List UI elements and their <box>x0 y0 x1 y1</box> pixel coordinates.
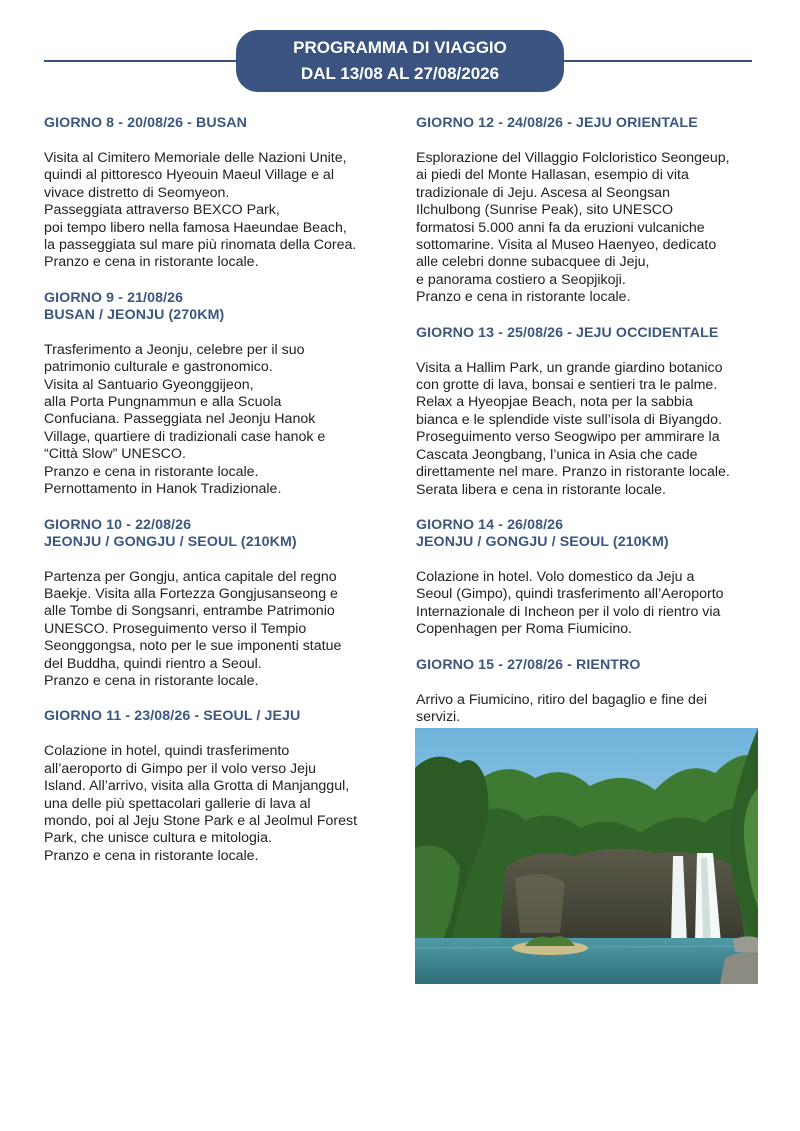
day-heading-line: GIORNO 11 - 23/08/26 - SEOUL / JEJU <box>44 708 301 725</box>
description-line: Relax a Hyeopjae Beach, nota per la sabbia <box>416 394 693 411</box>
description-line: Visita al Cimitero Memoriale delle Nazioni Unite, <box>44 150 347 166</box>
day-heading-line: JEONJU / GONGJU / SEOUL (210KM) <box>44 533 297 550</box>
description-line: la passeggiata sul mare più rinomata della Corea. <box>44 237 357 254</box>
day-description <box>416 360 761 499</box>
description-line: alle Tombe di Songsanri, entrambe Patrimonio <box>44 603 335 620</box>
description-line: e panorama costiero a Seopjikoji. <box>416 271 626 288</box>
day-heading-line: GIORNO 9 - 21/08/26 <box>44 289 184 306</box>
day-description <box>416 150 761 307</box>
description-line: Trasferimento a Jeonju, celebre per il suo <box>44 341 305 358</box>
day-heading-line: JEONJU / GONGJU / SEOUL (210KM) <box>416 533 669 550</box>
description-line: direttamente nel mare. Pranzo in ristorante locale. <box>416 464 730 481</box>
description-line: Serata libera e cena in ristorante locale. <box>416 481 666 498</box>
description-line: “Città Slow” UNESCO. <box>44 446 186 463</box>
description-line: quindi al pittoresco Hyeouin Maeul Village e al <box>44 167 334 184</box>
description-line: Pernottamento in Hanok Tradizionale. <box>44 481 282 498</box>
day-description <box>416 569 761 639</box>
day-heading-line: GIORNO 12 - 24/08/26 - JEJU ORIENTALE <box>416 115 698 131</box>
day-heading-line: GIORNO 13 - 25/08/26 - JEJU OCCIDENTALE <box>416 324 719 341</box>
header-dates: DAL 13/08 AL 27/08/2026 <box>300 64 500 83</box>
description-line: patrimonio culturale e gastronomico. <box>44 359 273 376</box>
day-description <box>44 569 389 691</box>
description-line: bianca e le splendide viste sull’isola di Biyangdo. <box>416 411 723 428</box>
description-line: Arrivo a Fiumicino, ritiro del bagaglio e fine dei <box>416 691 707 708</box>
description-line: Copenhagen per Roma Fiumicino. <box>416 621 633 638</box>
description-line: Island. All’arrivo, visita alla Grotta di Manjanggul, <box>44 778 350 795</box>
day-description <box>44 743 389 865</box>
description-line: tradizionale di Jeju. Ascesa al Seongsan <box>416 184 670 201</box>
itinerary-day <box>416 517 761 639</box>
description-line: con grotte di lava, bonsai e sentieri tra le palme. <box>416 377 718 394</box>
description-line: Village, quartiere di tradizionali case hanok e <box>44 428 326 445</box>
description-line: Internazionale di Incheon per il volo di rientro via <box>416 603 721 620</box>
day-heading <box>44 708 389 725</box>
day-heading <box>44 290 389 324</box>
description-line: mondo, poi al Jeju Stone Park e al Jeolmul Forest <box>44 812 358 829</box>
description-line: del Buddha, quindi rientro a Seoul. <box>44 655 262 672</box>
description-line: vivace distretto di Seomyeon. <box>44 184 230 201</box>
right-column <box>416 115 761 744</box>
description-line: all’aeroporto di Gimpo per il volo verso Jeju <box>44 760 317 777</box>
description-line: una delle più spettacolari gallerie di lava al <box>44 795 311 812</box>
day-heading-line: GIORNO 15 - 27/08/26 - RIENTRO <box>416 656 641 673</box>
day-description <box>44 342 389 499</box>
description-line: Pranzo e cena in ristorante locale. <box>416 289 631 306</box>
description-line: Partenza per Gongju, antica capitale del regno <box>44 568 337 585</box>
itinerary-day <box>44 115 389 272</box>
description-line: Pranzo e cena in ristorante locale. <box>44 463 259 480</box>
description-line: Esplorazione del Villaggio Folcloristico Seongeup, <box>416 150 730 166</box>
day-heading-line: GIORNO 14 - 26/08/26 <box>416 516 564 533</box>
itinerary-day <box>416 115 761 307</box>
itinerary-day <box>44 708 389 865</box>
description-line: Ilchulbong (Sunrise Peak), sito UNESCO <box>416 202 674 219</box>
description-line: Seoul (Gimpo), quindi trasferimento all’Aeroporto <box>416 586 724 603</box>
waterfall-photo <box>415 728 758 984</box>
description-line: formatosi 5.000 anni fa da eruzioni vulcaniche <box>416 219 705 236</box>
description-line: servizi. <box>416 708 461 725</box>
description-line: Visita a Hallim Park, un grande giardino botanico <box>416 359 723 376</box>
day-heading-line: GIORNO 10 - 22/08/26 <box>44 516 192 533</box>
description-line: sottomarine. Visita al Museo Haenyeo, dedicato <box>416 237 717 254</box>
day-heading-line: GIORNO 8 - 20/08/26 - BUSAN <box>44 115 247 131</box>
description-line: Seonggongsa, noto per le sue imponenti statue <box>44 638 342 655</box>
day-heading <box>416 115 761 132</box>
description-line: UNESCO. Proseguimento verso il Tempio <box>44 620 307 637</box>
description-line: Proseguimento verso Seogwipo per ammirare la <box>416 429 720 446</box>
itinerary-day <box>44 517 389 691</box>
day-description <box>416 692 761 727</box>
description-line: Baekje. Visita alla Fortezza Gongjusanseong e <box>44 585 338 602</box>
itinerary-day <box>416 657 761 727</box>
header-rule-right <box>556 60 752 62</box>
day-heading <box>416 517 761 551</box>
day-heading <box>416 657 761 674</box>
day-heading-line: BUSAN / JEONJU (270KM) <box>44 306 225 323</box>
header-title: PROGRAMMA DI VIAGGIO <box>293 38 507 57</box>
description-line: Pranzo e cena in ristorante locale. <box>44 254 259 271</box>
description-line: Colazione in hotel, quindi trasferimento <box>44 743 290 760</box>
itinerary-day <box>44 290 389 499</box>
description-line: ai piedi del Monte Hallasan, esempio di vita <box>416 167 689 184</box>
description-line: Visita al Santuario Gyeonggijeon, <box>44 376 254 393</box>
description-line: Park, che unisce cultura e mitologia. <box>44 830 272 847</box>
description-line: alle celebri donne subacquee di Jeju, <box>416 254 650 271</box>
left-column <box>44 115 389 883</box>
description-line: poi tempo libero nella famosa Haeundae Beach, <box>44 219 347 236</box>
description-line: Confuciana. Passeggiata nel Jeonju Hanok <box>44 411 316 428</box>
day-heading <box>416 325 761 342</box>
header-banner <box>236 30 564 92</box>
description-line: Pranzo e cena in ristorante locale. <box>44 672 259 689</box>
day-heading <box>44 115 389 132</box>
itinerary-day <box>416 325 761 499</box>
description-line: Pranzo e cena in ristorante locale. <box>44 847 259 864</box>
description-line: alla Porta Pungnammun e alla Scuola <box>44 394 282 411</box>
day-description <box>44 150 389 272</box>
description-line: Passeggiata attraverso BEXCO Park, <box>44 202 280 219</box>
day-heading <box>44 517 389 551</box>
description-line: Colazione in hotel. Volo domestico da Jeju a <box>416 568 695 585</box>
description-line: Cascata Jeongbang, l’unica in Asia che cade <box>416 446 698 463</box>
header-rule-left <box>44 60 244 62</box>
